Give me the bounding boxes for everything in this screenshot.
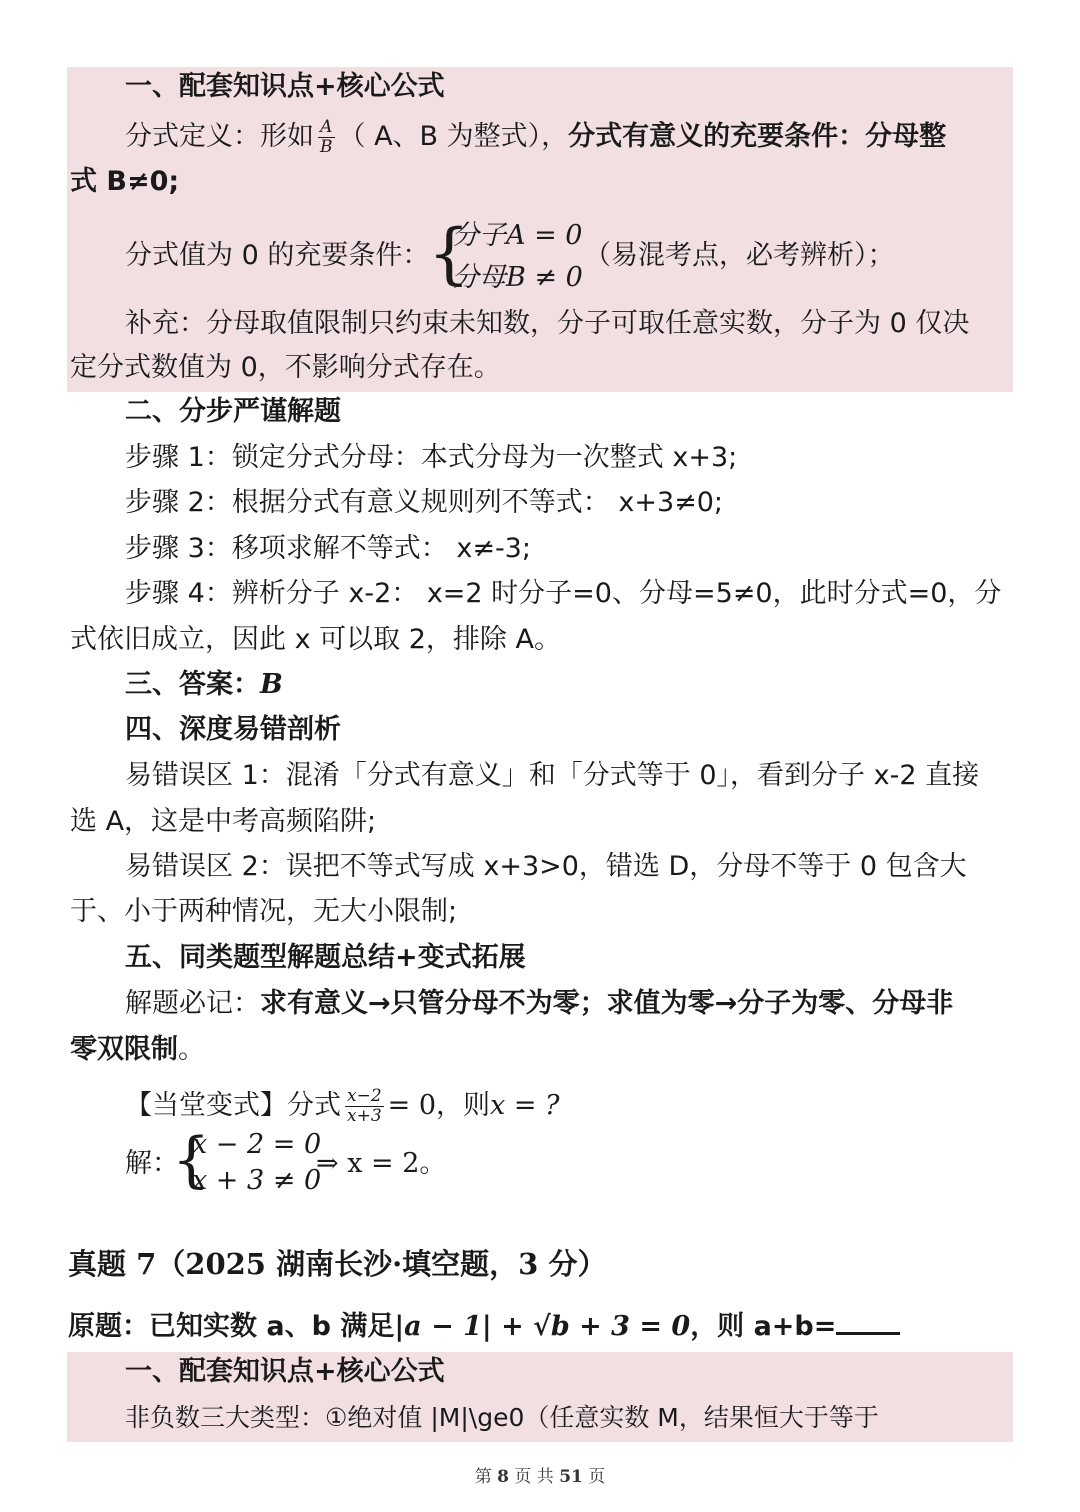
answer-line: [125, 665, 283, 705]
memo-line-1: [125, 984, 953, 1024]
variant-equals: = 0，则: [387, 1090, 491, 1121]
section5-heading: 五、同类题型解题总结+变式拓展: [125, 942, 526, 973]
error-1-line-2: 选 A，这是中考高频陷阱;: [70, 806, 377, 837]
problem-7-heading: 一、配套知识点+核心公式: [125, 1356, 445, 1387]
stem-text-2: ，则 a+b=: [690, 1311, 837, 1342]
memo-rule-2: 零双限制: [70, 1034, 178, 1065]
variant-line: [125, 1086, 560, 1126]
zero-row-2: 分母B ≠ 0: [452, 262, 583, 293]
error-2-line-1: 易错误区 2：误把不等式写成 x+3>0，错选 D，分母不等于 0 包含大: [125, 851, 967, 882]
definition-condition: 分式有意义的充要条件：分母整: [568, 121, 947, 152]
section3-heading: 三、答案：: [125, 669, 260, 700]
variant-question: x = ?: [490, 1090, 560, 1121]
zero-condition-system: { 分子A = 0 分母B ≠ 0: [428, 218, 578, 298]
memo-rule: 求有意义→只管分母不为零；求值为零→分子为零、分母非: [260, 988, 954, 1019]
zero-row-1: 分子A = 0: [452, 220, 583, 251]
supplement-line-1: 补充：分母取值限制只约束未知数，分子可取任意实数，分子为 0 仅决: [125, 308, 970, 339]
current-page: 8: [497, 1467, 509, 1487]
step-2: 步骤 2：根据分式有意义规则列不等式： x+3≠0;: [125, 487, 724, 518]
step-4-line-2: 式依旧成立，因此 x 可以取 2，排除 A。: [70, 624, 561, 655]
definition-text-2: （ A、B 为整式），: [338, 121, 569, 152]
problem-7-stem: [68, 1304, 900, 1347]
memo-label: 解题必记：: [125, 988, 260, 1019]
section1-heading: 一、配套知识点+核心公式: [125, 71, 445, 102]
stem-text: 原题：已知实数 a、b 满足: [68, 1311, 395, 1342]
supplement-line-2: 定分式数值为 0，不影响分式存在。: [70, 352, 501, 383]
section2-heading: 二、分步严谨解题: [125, 396, 341, 427]
problem-7-title: 真题 7（2025 湖南长沙·填空题，3 分）: [68, 1247, 607, 1281]
memo-line-2: [70, 1030, 205, 1070]
answer-value: B: [260, 669, 283, 700]
fraction-a-over-b: $\frac{A}{B}$: [320, 117, 333, 157]
step-1: 步骤 1：锁定分式分母：本式分母为一次整式 x+3;: [125, 442, 738, 473]
solution-label: 解：: [125, 1148, 179, 1179]
memo-end: 。: [178, 1034, 205, 1065]
error-1-line-1: 易错误区 1：混淆「分式有意义」和「分式等于 0」，看到分子 x-2 直接: [125, 760, 980, 791]
solution-row-2: x + 3 ≠ 0: [192, 1165, 322, 1196]
total-pages: 51: [559, 1467, 583, 1487]
nonnegative-types: 非负数三大类型：①绝对值 |M|\ge0（任意实数 M，结果恒大于等于: [125, 1403, 879, 1432]
solution-result: ⇒ x = 2。: [316, 1148, 447, 1179]
zero-condition-label: 分式值为 0 的充要条件：: [125, 240, 430, 271]
page-footer: 第 8 页 共 51 页: [474, 1467, 606, 1487]
error-2-line-2: 于、小于两种情况，无大小限制;: [70, 896, 458, 927]
variant-label: 【当堂变式】分式: [125, 1090, 341, 1121]
definition-text: 分式定义：形如: [125, 121, 314, 152]
stem-equation: |a − 1| + √b + 3 = 0: [394, 1311, 691, 1342]
section4-heading: 四、深度易错剖析: [125, 714, 341, 745]
definition-line-2: 式 B≠0;: [70, 166, 180, 197]
answer-blank: [836, 1304, 900, 1335]
step-4-line-1: 步骤 4：辨析分子 x-2： x=2 时分子=0、分母=5≠0，此时分式=0，分: [125, 578, 1002, 609]
solution-row-1: x − 2 = 0: [192, 1129, 322, 1160]
zero-condition-note: （易混考点，必考辨析）；: [584, 240, 895, 271]
variant-fraction: $\frac{x-2}{x+3}$: [347, 1086, 382, 1126]
solution-system: { x − 2 = 0 x + 3 ≠ 0: [172, 1125, 322, 1196]
step-3: 步骤 3：移项求解不等式： x≠-3;: [125, 533, 531, 564]
definition-line: [125, 117, 946, 157]
